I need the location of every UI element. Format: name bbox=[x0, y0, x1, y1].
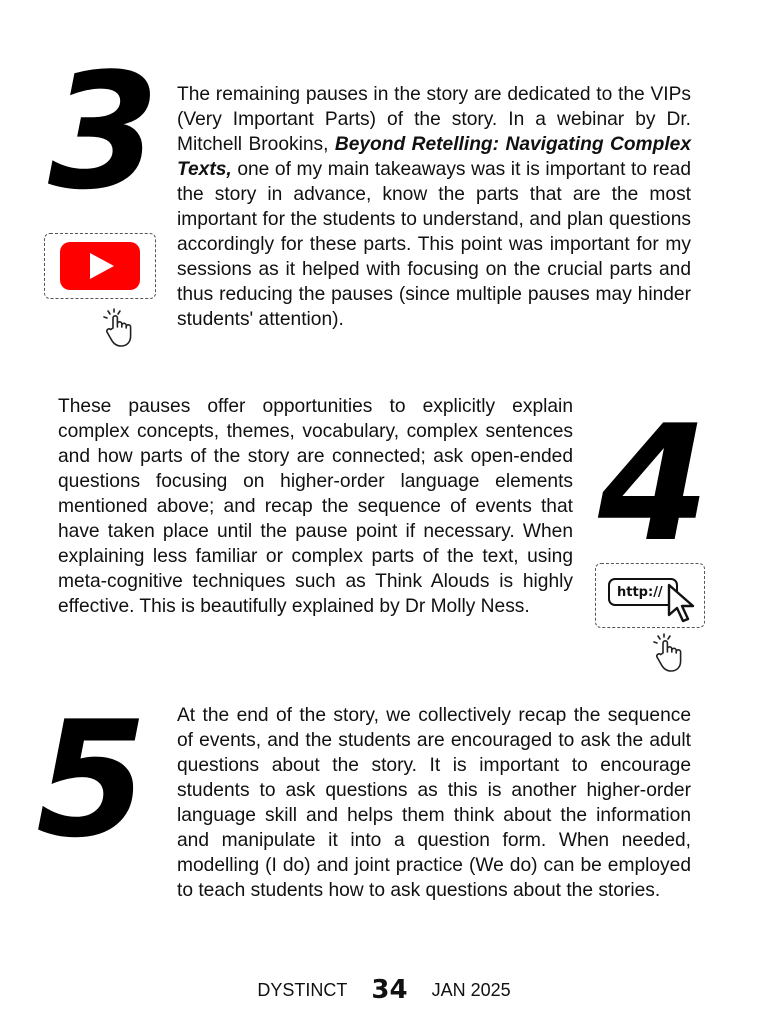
cursor-arrow-icon bbox=[666, 582, 696, 624]
section-number-5: 5 bbox=[36, 686, 144, 873]
tap-hand-icon bbox=[100, 308, 140, 348]
youtube-play-icon bbox=[58, 239, 142, 293]
section-4-paragraph: These pauses offer opportunities to explicitly explain complex concepts, themes, vocabulary, complex sentences and how parts of the story are connected; ask open-ended questions focusing on higher-order language elements mentioned above; and recap the sequence of events that have taken place until the pause point if necessary. When explaining less familiar or complex parts of the text, using meta-cognitive techniques such as Think Alouds is highly effective. This is beautifully explained by Dr Molly Ness. bbox=[58, 396, 573, 617]
section-3-text-end: one of my main takeaways was it is important to read the story in advance, know the parts that are the most important for the students to understand, and plan questions accordingly for these parts. This point was important for my sessions as it helped with focusing on the crucial parts and thus reducing the pauses (since multiple pauses may hinder students' attention). bbox=[177, 159, 691, 330]
footer-date: JAN 2025 bbox=[431, 979, 511, 1000]
section-3-text-start: The remaining pauses in the story are dedicated to the VIPs (Very Important Parts) of the story. In a webinar by Dr. Mitchell Brookins, bbox=[177, 84, 691, 155]
section-number-3: 3 bbox=[48, 38, 156, 225]
footer-brand: DYSTINCT bbox=[257, 979, 348, 1000]
section-number-4: 4 bbox=[598, 390, 706, 577]
page-number: 34 bbox=[371, 975, 408, 1005]
page-footer bbox=[0, 975, 768, 1005]
youtube-video-link[interactable] bbox=[44, 233, 156, 299]
url-label: http:// bbox=[617, 584, 663, 600]
webinar-title: Beyond Retelling: Navigating Complex Texts, bbox=[177, 134, 691, 180]
tap-hand-icon bbox=[650, 633, 690, 673]
section-3-paragraph bbox=[177, 82, 691, 332]
section-5-paragraph: At the end of the story, we collectively recap the sequence of events, and the students are encouraged to ask the adult questions about the story. It is important to encourage students to ask questions as this is another higher-order language skill and helps them think about the information and manipulate it into a question form. When needed, modelling (I do) and joint practice (We do) can be employed to teach students how to ask questions about the stories. bbox=[177, 705, 691, 901]
web-link-box[interactable] bbox=[595, 563, 705, 628]
